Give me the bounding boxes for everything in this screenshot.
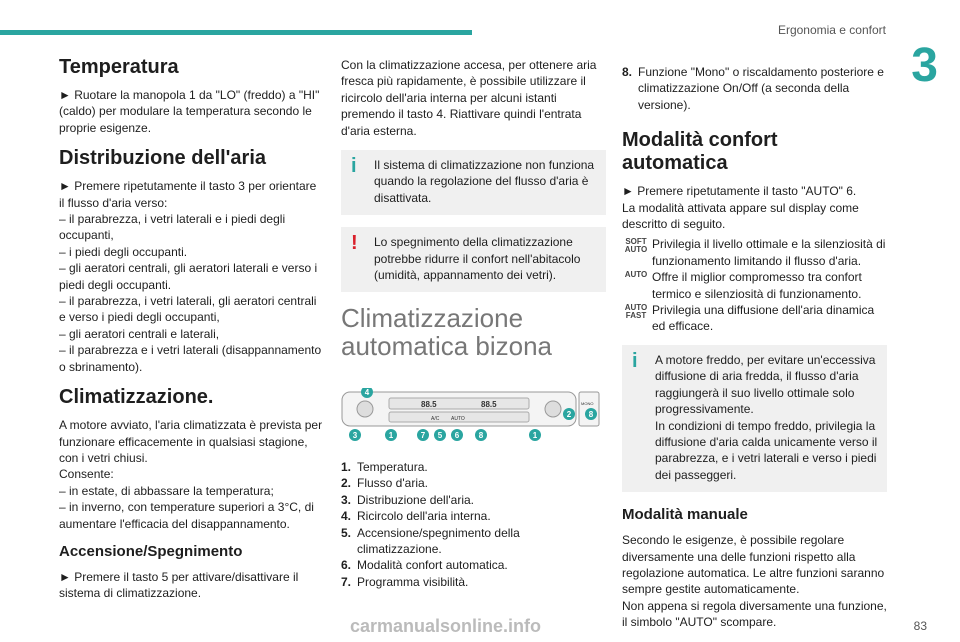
list-item: 3. Distribuzione dell'aria. [341, 492, 475, 507]
chapter-number: 3 [911, 39, 938, 92]
list-item: 6. Modalità confort automatica. [341, 558, 508, 573]
auto-icon: AUTO [624, 270, 648, 280]
right-temp-display: 88.5 [481, 400, 497, 410]
legend-list [341, 459, 606, 590]
heading-climatizzazione: Climatizzazione. [59, 386, 214, 409]
left-temp-display: 88.5 [421, 400, 437, 410]
list-item: 7. Programma visibilità. [341, 574, 469, 589]
heading-temperatura: Temperatura [59, 56, 179, 78]
column-1 [59, 56, 324, 613]
watermark: carmanualsonline.info [350, 616, 542, 636]
callout-1: 1 [388, 431, 394, 441]
page-number: 83 [913, 619, 927, 633]
intro-text: Con la climatizzazione accesa, per ottenere aria fresca più rapidamente, è possibile utilizzare il ricircolo dell'aria interna per alcuni istanti premendo il tasto 4. Riattivare quindi l'entrata d'aria esterna. [341, 58, 597, 138]
auto-fast-icon: AUTO FAST [624, 303, 648, 321]
callout-5: 5 [437, 431, 443, 441]
column-2 [341, 57, 606, 598]
column-3 [622, 64, 887, 642]
dist-text: ► Premere ripetutamente il tasto 3 per orientare il flusso d'aria verso: – il parabrezza, i vetri laterali e i piedi degli occupanti, – i piedi degli occupanti. – gli aeratori centrali, gli aeratori laterali e verso i piedi degli occupanti. – il parabrezza, i vetri laterali, gli aeratori centrali e verso i piedi degli occupanti, – gli aeratori centrali e laterali, – il parabrezza e i vetri laterali (disappannamento o sbrinamento). [59, 179, 322, 374]
warning-text: Lo spegnimento della climatizzazione potrebbe ridurre il confort nell'abitacolo (umidità, appannamento dei vetri). [374, 235, 581, 283]
climate-control-panel-illustration [341, 388, 603, 444]
info-box-cold: i A motore freddo, per evitare un'eccessiva diffusione di aria fredda, il flusso d'aria raggiungerà il suo livello ottimale solo progressivamente. In condizioni di tempo freddo, privilegia la diffusione d'aria calda unicamente verso il parabrezza, e i vetri laterali e verso i piedi dei passeggeri. [622, 345, 887, 492]
info-icon: i [632, 349, 638, 372]
section-title: Ergonomia e confort [777, 23, 886, 37]
onoff-text: ► Premere il tasto 5 per attivare/disattivare il sistema di climatizzazione. [59, 569, 299, 601]
mode-auto: AUTO Offre il miglior compromesso tra confort termico e silenziosità di funzionamento. [622, 269, 887, 302]
list-item: 2. Flusso d'aria. [341, 476, 428, 491]
mode-auto-fast: AUTO FAST Privilegia una diffusione dell'aria dinamica ed efficace. [622, 302, 887, 335]
temp-text: ► Ruotare la manopola 1 da "LO" (freddo) a "HI" (caldo) per modulare la temperatura secondo le proprie esigenze. [59, 88, 320, 135]
callout-8b: 8 [588, 410, 594, 420]
callout-2: 2 [566, 410, 572, 420]
callout-8: 8 [478, 431, 484, 441]
manual-text: Secondo le esigenze, è possibile regolare diversamente una delle funzioni rispetto alla regolazione automatica. Le altre funzioni saranno sempre gestite automaticamente. Non appena si regola diversamente una funzione, il simbolo "AUTO" scompare. [622, 533, 887, 630]
heading-modalita-manuale: Modalità manuale [622, 506, 748, 524]
list-item: 1. Temperatura. [341, 459, 428, 474]
callout-1b: 1 [532, 431, 538, 441]
heading-distribuzione: Distribuzione dell'aria [59, 147, 267, 170]
list-item: 5. Accensione/spegnimento della climatizzazione. [341, 525, 520, 556]
mono-button-label: MONO [581, 401, 594, 407]
conf-text: ► Premere ripetutamente il tasto "AUTO" 6. La modalità attivata appare sul display come descritto di seguito. [622, 184, 859, 232]
callout-7: 7 [420, 431, 426, 441]
callout-3: 3 [352, 431, 358, 441]
info-icon: i [351, 155, 357, 178]
soft-auto-icon: SOFT AUTO [624, 237, 648, 255]
clima-text: A motore avviato, l'aria climatizzata è prevista per funzionare efficacemente in qualsiasi stagione, con i vetri chiusi. Consente: – in estate, di abbassare la temperatura; – in inverno, con temperature superiori a 3°C, di aumentare l'efficacia del disappannamento. [59, 418, 323, 531]
warning-icon: ! [351, 232, 358, 255]
auto-button-label: AUTO [451, 416, 465, 423]
heading-confort-automatica: Modalità confort automatica [622, 129, 778, 175]
ac-button-label: A/C [431, 416, 440, 423]
callout-4: 4 [364, 388, 370, 398]
info-box [341, 150, 606, 215]
heading-accensione: Accensione/Spegnimento [59, 542, 243, 560]
list-item: 4. Ricircolo dell'aria interna. [341, 509, 491, 524]
list-item: 8. Funzione "Mono" o riscaldamento posteriore e climatizzazione On/Off (a seconda della versione). [622, 65, 884, 112]
legend-list-cont [622, 64, 887, 113]
heading-climatizzazione-automatica: Climatizzazione automatica bizona [341, 303, 553, 362]
info-text: Il sistema di climatizzazione non funziona quando la regolazione del flusso d'aria è disattivata. [374, 158, 595, 205]
callout-6: 6 [454, 431, 460, 441]
warning-box [341, 227, 606, 292]
header-accent-bar [0, 30, 472, 35]
mode-soft-auto: SOFT AUTO Privilegia il livello ottimale e la silenziosità di funzionamento limitando il flusso d'aria. [622, 236, 887, 269]
